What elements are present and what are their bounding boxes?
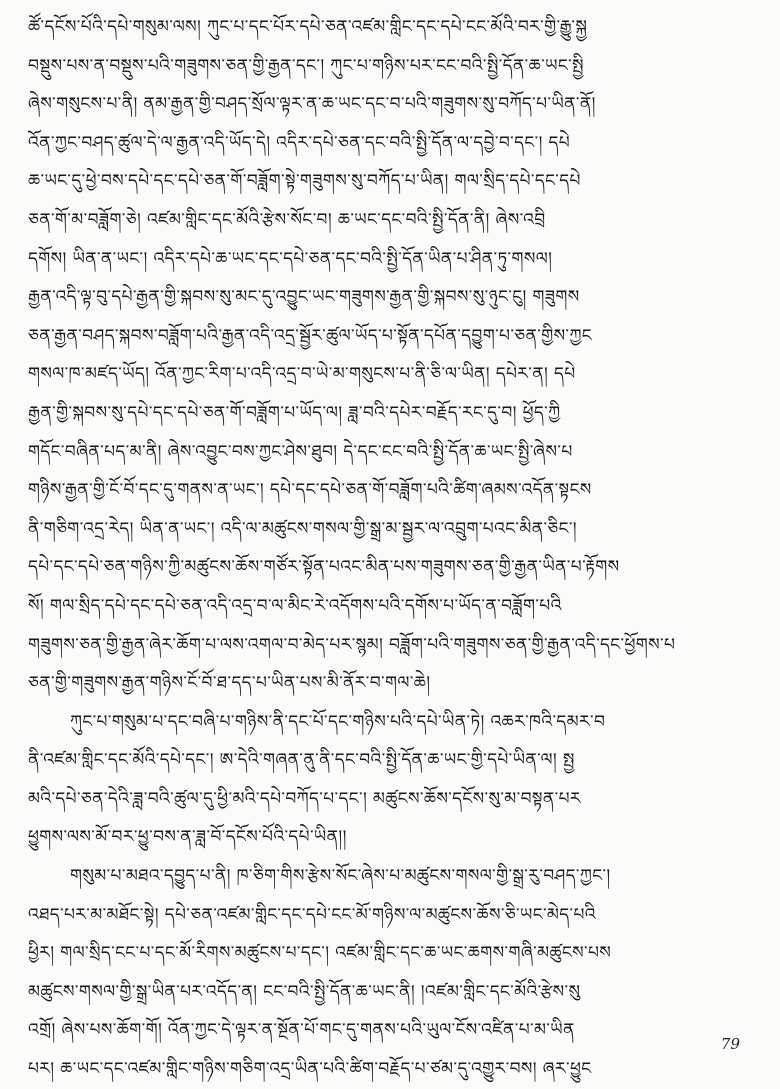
text-line: མའི་དཔེ་ཅན་དེའི་ཟླ་བའི་ཚུལ་དུ་ཕྱི་མའི་དཔེ་བཀོད་པ་དང་། མཚུངས་ཆོས་དངོས་སུ་མ་བསྟན་པར (28, 788, 581, 809)
text-line: པར། ཆ་ཡང་དང་འཛམ་གླིང་གཉིས་གཅིག་འདྲ་ཡིན་པའི་ཚིག་བརྗོད་པ་ཙམ་དུ་འགྱུར་བས། ཞར་ཕྱུང (28, 1059, 592, 1080)
text-line: ནི་འཛམ་གླིང་དང་མོའི་དཔེ་དང་། ཨ་དེའི་གཞན་ནུ་ནི་དང་བའི་སྤྱི་དོན་ཆ་ཡང་གྱི་དཔེ་ཡིན་ལ། སྤྱ (28, 750, 575, 771)
text-line: ཆ་ཡང་དུ་ཕྱེ་བས་དཔེ་དང་དཔེ་ཅན་གོ་བཟློག་སྟེ་གཟུགས་སུ་བཀོད་པ་ཡིན། གལ་སྲིད་དཔེ་དང་དཔེ (28, 171, 581, 192)
text-line: ཞེས་གསུངས་པ་ནི། ནམ་རྒྱན་གྱི་བཤད་སྲོལ་ལྟར་ན་ཆ་ཡང་དང་བ་པའི་གཟུགས་སུ་བཀོད་པ་ཡིན་ནོ། (28, 94, 596, 115)
text-line: ཕྱུགས་ལས་མོ་བར་ཕྱུ་བས་ན་ཟླ་བོ་དངོས་པོའི་དཔེ་ཡིན།། (28, 827, 347, 848)
text-line: རྒྱན་གྱི་སྐབས་སུ་དཔེ་དང་དཔེ་ཅན་གོ་བཟློག་པ་ཡོད་ལ། ཟླ་བའི་དཔེར་བརྗོད་རང་དུ་བ། ཕྱོད་ཀྱི (28, 402, 561, 423)
text-line: ཅན་གྱི་གཟུགས་རྒྱན་གཉིས་ངོ་བོ་ཐ་དད་པ་ཡིན་པས་མི་ནོར་བ་གལ་ཆེ། (28, 673, 431, 694)
text-line: ཅན་རྒྱན་བཤད་སྐབས་བཟློག་པའི་རྒྱན་འདི་འདྲ་སྦྱོར་ཚུལ་ཡོད་པ་སྟོན་དཔོན་དབྱུག་པ་ཅན་གྱིས་ཀྱང (28, 325, 593, 346)
text-line: ནི་གཅིག་འདྲ་རེད། ཡིན་ན་ཡང་། འདི་ལ་མཚུངས་གསལ་གྱི་སྒྲ་མ་སྦྱར་ལ་འབྲུག་པའང་མིན་ཅིང་། (28, 518, 577, 539)
page-number: 79 (720, 1035, 740, 1053)
text-line: གསལ་ཁ་མཛད་ཡོད། འོན་ཀྱང་རིག་པ་འདི་འདྲ་བ་ཡེ་མ་གསུངས་པ་ནི་ཅི་ལ་ཡིན། དཔེར་ན། དཔེ (28, 364, 576, 385)
text-line: དགོས། ཡིན་ན་ཡང་། འདིར་དཔེ་ཆ་ཡང་དང་དཔེ་ཅན་དང་བའི་སྤྱི་དོན་ཡིན་པ་ཤིན་ཏུ་གསལ། (28, 248, 553, 269)
text-line: གཉིས་རྒྱན་གྱི་ངོ་བོ་དང་དུ་གནས་ན་ཡང་། དཔེ་དང་དཔེ་ཅན་གོ་བཟློག་པའི་ཚིག་ཞམས་འདོན་སྟངས (28, 480, 592, 501)
text-line: འོན་ཀྱང་བཤད་ཚུལ་དེ་ལ་རྒྱན་འདི་ཡོད་དེ། འདིར་དཔེ་ཅན་དང་བའི་སྤྱི་དོན་ལ་དབྱེ་བ་དང་། དཔེ (28, 132, 571, 153)
text-line: གདོང་བཞིན་པད་མ་ནི། ཞེས་འབྱུང་བས་ཀྱང་ཤེས་ཐུབ། དེ་དང་ངང་བའི་སྤྱི་དོན་ཆ་ཡང་སྤྱི་ཞེས་པ (28, 441, 573, 462)
paragraph-start-line: གསུམ་པ་མཐའ་དབྱུད་པ་ནི། ཁ་ཅིག་གིས་རྩེས་སོང་ཞེས་པ་མཚུངས་གསལ་གྱི་སྒྲ་རུ་བཤད་ཀྱང་། (70, 866, 611, 887)
text-line: འགྲོ། ཞེས་པས་ཆོག་གོ། འོན་ཀྱང་དེ་ལྟར་ན་སྔོན་པོ་གང་དུ་གནས་པའི་ཡུལ་ངོས་འཛིན་པ་མ་ཡིན (28, 1020, 575, 1041)
text-line: ཚོ་དངོས་པོའི་དཔེ་གསུམ་ལས། ཀུང་པ་དང་པོར་དཔེ་ཅན་འཛམ་གླིང་དང་དཔེ་ངང་མོའི་བར་གྱི་རྒྱུ་སྐྱ (28, 17, 588, 37)
text-line: ཕྱིར། གལ་སྲིད་ངང་པ་དང་མོ་རིགས་མཚུངས་པ་དང་། འཛམ་གླིང་དང་ཆ་ཡང་ཆགས་གཞི་མཚུངས་པས (28, 943, 612, 964)
text-line: གཟུགས་ཅན་གྱི་རྒྱན་ཞེར་ཆོག་པ་ལས་འགལ་བ་མེད་པར་སྙམ། བཟློག་པའི་གཟུགས་ཅན་གྱི་རྒྱན་འདི་དང་ཕྱོགས་པ (28, 634, 676, 655)
text-line: འཐད་པར་མ་མཐོང་སྟེ། དཔེ་ཅན་འཛམ་གླིང་དང་དཔེ་ངང་མོ་གཉིས་ལ་མཚུངས་ཆོས་ཅི་ཡང་མེད་པའི (28, 904, 596, 925)
text-line: མཚུངས་གསལ་གྱི་སྒྲ་ཡིན་པར་འདོད་ན། ངང་བའི་སྤྱི་དོན་ཆ་ཡང་ནི། །འཛམ་གླིང་དང་མོའི་རྩེས་སུ (28, 981, 581, 1002)
text-line: རྒྱན་འདི་ལྟ་བུ་དཔེ་རྒྱན་གྱི་སྐབས་སུ་མང་དུ་འབྱུང་ཡང་གཟུགས་རྒྱན་གྱི་སྐབས་སུ་ཉུང་ངུ། གཟུགས (28, 287, 580, 308)
text-line: བསྡུས་པས་ན་བསྡུས་པའི་གཟུགས་ཅན་གྱི་རྒྱན་དང་། ཀུང་པ་གཉིས་པར་ངང་བའི་སྤྱི་དོན་ཆ་ཡང་སྤྱི (28, 55, 584, 76)
body-text (28, 8, 758, 1089)
text-line: དཔེ་དང་དཔེ་ཅན་གཉིས་ཀྱི་མཚུངས་ཆོས་གཙོར་སྟོན་པའང་མིན་པས་གཟུགས་ཅན་གྱི་རྒྱན་ཡིན་པ་རྟོགས (28, 557, 620, 578)
text-line: སོ། གལ་སྲིད་དཔེ་དང་དཔེ་ཅན་འདི་འདྲ་བ་ལ་མིང་རེ་འདོགས་པའི་དགོས་པ་ཡོད་ན་བཟློག་པའི (28, 595, 562, 616)
paragraph-start-line: ཀུང་པ་གསུམ་པ་དང་བཞི་པ་གཉིས་ནི་དང་པོ་དང་གཉིས་པའི་དཔེ་ཡིན་ཏེ། འཆར་ཁའི་དམར་བ (70, 711, 606, 732)
text-line: ཅན་གོ་མ་བཟློག་ཅེ། འཛམ་གླིང་དང་མོའི་རྩེས་སོང་བ། ཆ་ཡང་དང་བའི་སྤྱི་དོན་ནི། ཞེས་འབྲི (28, 209, 546, 230)
